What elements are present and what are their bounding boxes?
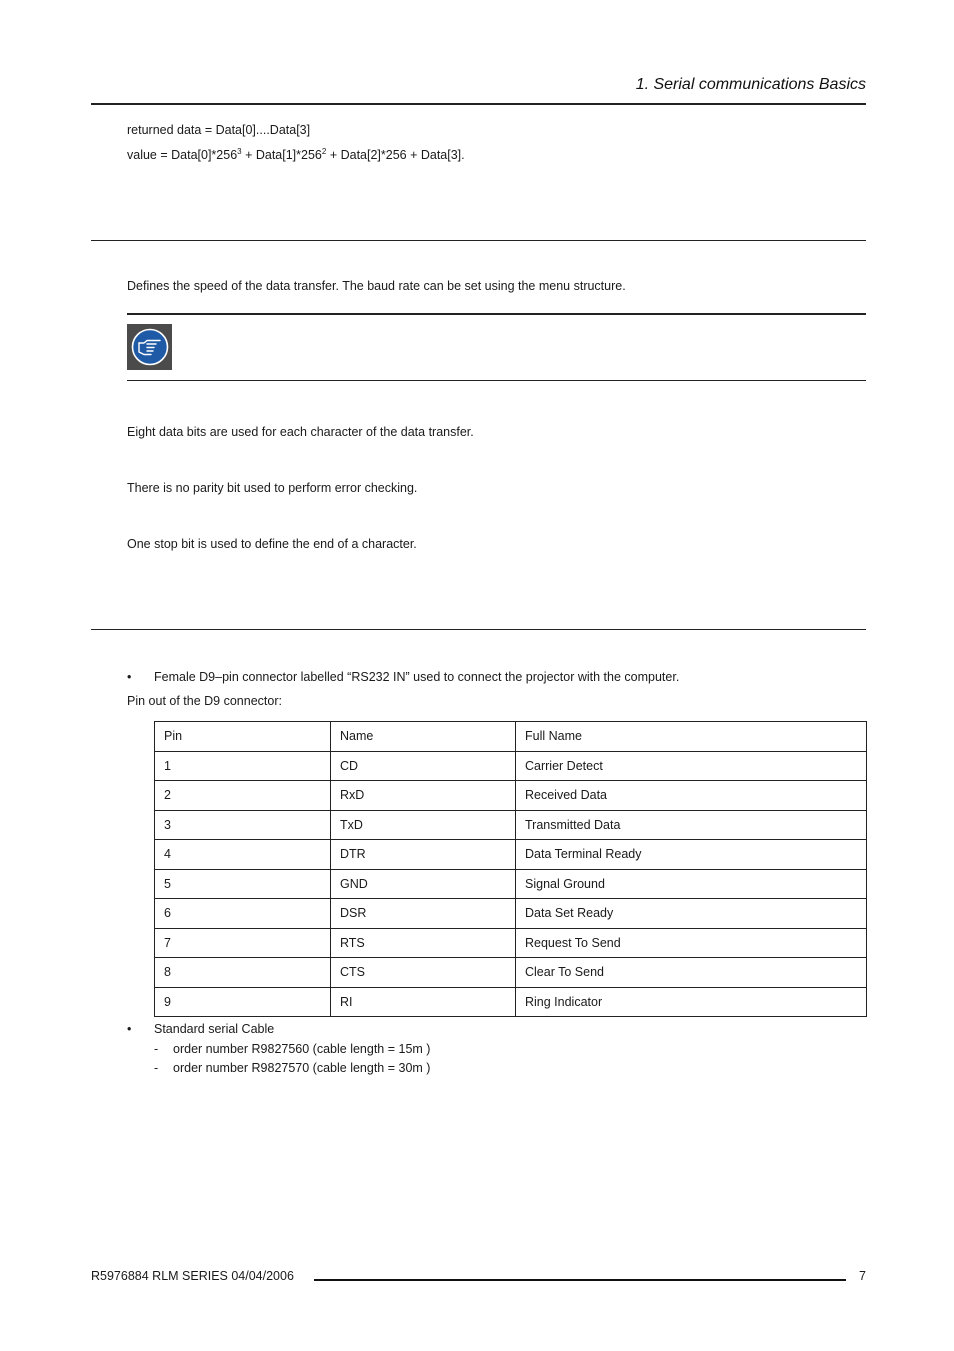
note-bottom-rule xyxy=(127,380,866,381)
value-formula-line xyxy=(127,147,465,162)
pin-cell: 1 xyxy=(155,751,331,781)
bullet-marker: • xyxy=(127,670,132,684)
connector-description: Female D9–pin connector labelled “RS232 IN” used to connect the projector with the computer. xyxy=(154,670,680,684)
full-name-cell: Transmitted Data xyxy=(516,810,867,840)
table-row xyxy=(155,958,867,988)
header-cell-pin: Pin xyxy=(155,722,331,752)
pin-cell: 8 xyxy=(155,958,331,988)
page-number: 7 xyxy=(859,1269,866,1283)
table-row xyxy=(155,899,867,929)
page-header-title: 1. Serial communications Basics xyxy=(635,76,866,93)
table-row xyxy=(155,928,867,958)
formula-part-a: value = Data[0]*256 xyxy=(127,148,238,162)
full-name-cell: Request To Send xyxy=(516,928,867,958)
full-name-cell: Data Terminal Ready xyxy=(516,840,867,870)
name-cell: DTR xyxy=(331,840,516,870)
pin-cell: 2 xyxy=(155,781,331,811)
full-name-cell: Carrier Detect xyxy=(516,751,867,781)
name-cell: RTS xyxy=(331,928,516,958)
name-cell: DSR xyxy=(331,899,516,929)
cable-item: order number R9827560 (cable length = 15m ) xyxy=(173,1042,431,1056)
full-name-cell: Ring Indicator xyxy=(516,987,867,1017)
full-name-cell: Received Data xyxy=(516,781,867,811)
section-divider xyxy=(91,240,866,241)
formula-part-b: + Data[1]*256 xyxy=(241,148,322,162)
bullet-marker: • xyxy=(127,1022,132,1036)
table-row xyxy=(155,781,867,811)
table-header-row xyxy=(155,722,867,752)
baud-rate-description: Defines the speed of the data transfer. The baud rate can be set using the menu structure. xyxy=(127,279,626,293)
table-row xyxy=(155,869,867,899)
stop-bit-description: One stop bit is used to define the end of a character. xyxy=(127,537,417,551)
header-cell-name: Name xyxy=(331,722,516,752)
name-cell: CD xyxy=(331,751,516,781)
full-name-cell: Clear To Send xyxy=(516,958,867,988)
pin-cell: 4 xyxy=(155,840,331,870)
header-divider xyxy=(91,103,866,105)
returned-data-line: returned data = Data[0]....Data[3] xyxy=(127,123,311,137)
data-bits-description: Eight data bits are used for each character of the data transfer. xyxy=(127,425,474,439)
pin-cell: 5 xyxy=(155,869,331,899)
note-top-rule xyxy=(127,313,866,315)
parity-description: There is no parity bit used to perform error checking. xyxy=(127,481,418,495)
name-cell: TxD xyxy=(331,810,516,840)
formula-part-c: + Data[2]*256 + Data[3]. xyxy=(326,148,465,162)
footer-doc-info: R5976884 RLM SERIES 04/04/2006 xyxy=(91,1269,294,1283)
name-cell: RI xyxy=(331,987,516,1017)
pinout-intro: Pin out of the D9 connector: xyxy=(127,694,282,708)
section-divider-2 xyxy=(91,629,866,630)
pointing-hand-icon xyxy=(127,324,172,370)
header-cell-full-name: Full Name xyxy=(516,722,867,752)
pin-cell: 3 xyxy=(155,810,331,840)
name-cell: CTS xyxy=(331,958,516,988)
pin-cell: 9 xyxy=(155,987,331,1017)
name-cell: GND xyxy=(331,869,516,899)
cable-item: order number R9827570 (cable length = 30m ) xyxy=(173,1061,431,1075)
formula-exponent-b: 2 xyxy=(321,147,327,156)
full-name-cell: Data Set Ready xyxy=(516,899,867,929)
table-row xyxy=(155,840,867,870)
table-row xyxy=(155,810,867,840)
pin-cell: 7 xyxy=(155,928,331,958)
table-row xyxy=(155,751,867,781)
formula-exponent-a: 3 xyxy=(237,147,242,156)
dash-marker: - xyxy=(154,1042,159,1056)
cable-title: Standard serial Cable xyxy=(154,1022,275,1036)
pinout-table xyxy=(154,721,867,1017)
name-cell: RxD xyxy=(331,781,516,811)
full-name-cell: Signal Ground xyxy=(516,869,867,899)
dash-marker: - xyxy=(154,1061,159,1075)
table-row xyxy=(155,987,867,1017)
footer-rule xyxy=(314,1279,846,1281)
pin-cell: 6 xyxy=(155,899,331,929)
